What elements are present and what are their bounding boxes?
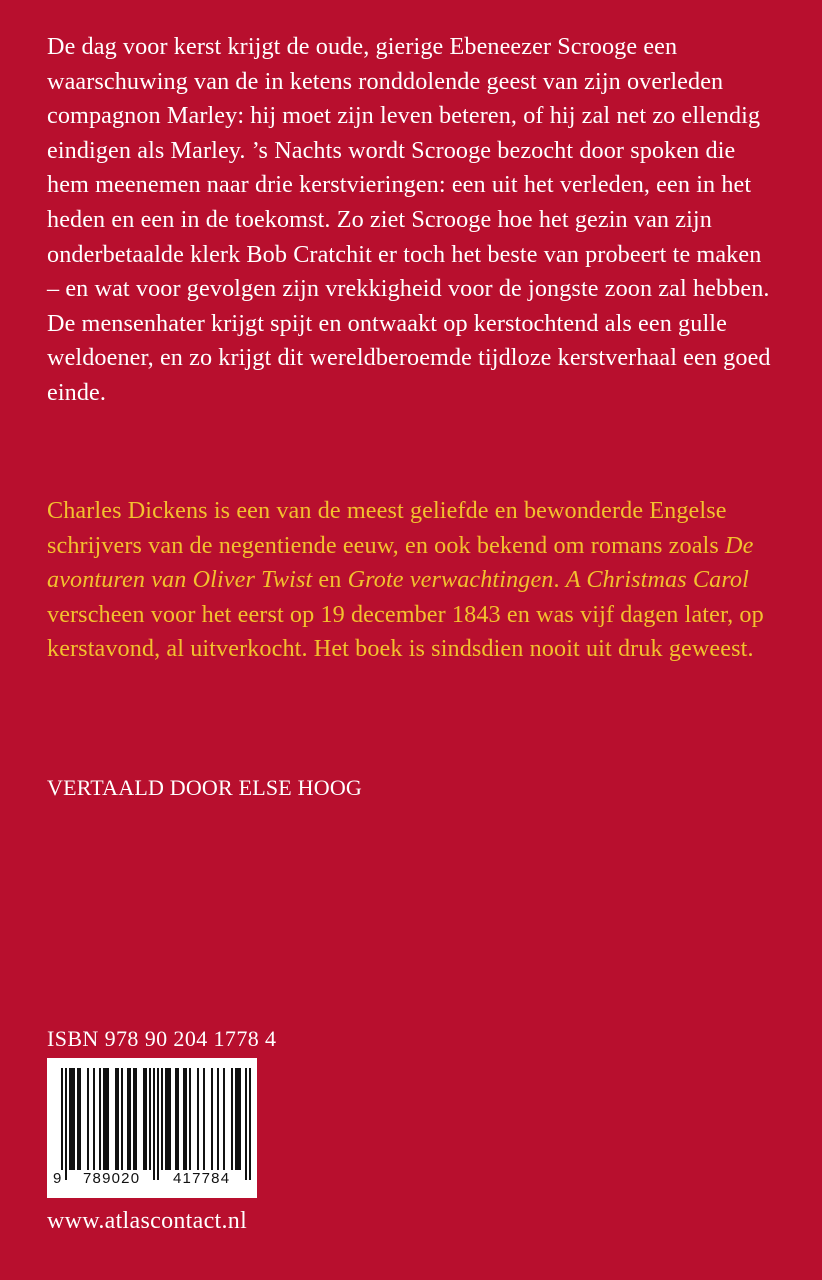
barcode-digits-left: 789020 (83, 1170, 141, 1187)
barcode-bar (133, 1068, 135, 1170)
barcode-bar (165, 1068, 167, 1170)
barcode-bar (177, 1068, 179, 1170)
barcode-bar (245, 1068, 247, 1180)
publisher-website[interactable]: www.atlascontact.nl (47, 1208, 248, 1234)
barcode-bar (153, 1068, 155, 1180)
barcode-bar (143, 1068, 145, 1170)
barcode-bar (129, 1068, 131, 1170)
barcode-bar (223, 1068, 225, 1170)
author-bio-part2: en (312, 566, 348, 594)
barcode-bar (69, 1068, 71, 1170)
barcode-bar (217, 1068, 219, 1170)
isbn: ISBN 978 90 204 1778 4 (47, 1026, 277, 1051)
barcode-bar (61, 1068, 63, 1180)
barcode-bar (161, 1068, 163, 1170)
barcode-bar (235, 1068, 237, 1170)
barcode-bar (203, 1068, 205, 1170)
book-title-oliver-twist: De avonturen van Oliver Twist (47, 531, 754, 594)
barcode-bar (157, 1068, 159, 1180)
barcode-bar (239, 1068, 241, 1170)
barcode-bar (183, 1068, 185, 1170)
barcode-bar (87, 1068, 89, 1170)
barcode-bar (127, 1068, 129, 1170)
barcode-bar (135, 1068, 137, 1170)
barcode-bar (185, 1068, 187, 1170)
barcode-bar (65, 1068, 67, 1180)
barcode-bar (77, 1068, 79, 1170)
barcode (47, 1058, 257, 1198)
barcode-bar (169, 1068, 171, 1170)
barcode-bar (105, 1068, 107, 1170)
synopsis-text: De dag voor kerst krijgt de oude, gierige Ebeneezer Scrooge een waarschuwing van de in ketens ronddolende geest van zijn overleden compagnon Marley: hij moet zijn leven beteren, of hij zal net zo ellendig eindigen als Marley. ’s Nachts wordt Scrooge bezocht door spoken die hem meenemen naar drie kerstvieringen: een uit het verleden, een in het heden en een in de toekomst. Zo ziet Scrooge hoe het gezin van zijn onderbetaalde klerk Bob Cratchit er toch het beste van probeert te maken – en wat voor gevolgen zijn vrekkigheid voor de jongste zoon zal hebben. De mensenhater krijgt spijt en ontwaakt op kerstochtend als een gulle weldoener, en zo krijgt dit wereldberoemde tijdloze kerstverhaal een goed einde. (47, 33, 771, 406)
barcode-bar (103, 1068, 105, 1170)
barcode-bar (73, 1068, 75, 1170)
barcode-bar (93, 1068, 95, 1170)
barcode-bar (117, 1068, 119, 1170)
book-title-grote-verwachtingen: Grote verwachtingen (347, 566, 554, 594)
author-bio (47, 494, 777, 667)
book-title-christmas-carol: A Christmas Carol (565, 566, 749, 594)
barcode-bar (167, 1068, 169, 1170)
barcode-bar (175, 1068, 177, 1170)
synopsis (47, 30, 777, 411)
translator-credit: VERTAALD DOOR ELSE HOOG (47, 775, 362, 800)
barcode-bar (71, 1068, 73, 1170)
barcode-bar (237, 1068, 239, 1170)
barcode-digits-right: 417784 (173, 1170, 231, 1187)
barcode-bar (145, 1068, 147, 1170)
barcode-bar (211, 1068, 213, 1170)
barcode-bar (79, 1068, 81, 1170)
barcode-bar (121, 1068, 123, 1170)
barcode-bar (115, 1068, 117, 1170)
barcode-bar (149, 1068, 151, 1170)
author-bio-part4: verscheen voor het eerst op 19 december 1843 en was vijf dagen later, op kerstavond, al uitverkocht. Het boek is sindsdien nooit uit druk geweest. (47, 600, 764, 663)
barcode-bar (197, 1068, 199, 1170)
barcode-digit-first: 9 (53, 1170, 63, 1187)
barcode-bar (249, 1068, 251, 1180)
barcode-bar (99, 1068, 101, 1170)
barcode-bar (231, 1068, 233, 1170)
barcode-bar (189, 1068, 191, 1170)
author-bio-part1: Charles Dickens is een van de meest geliefde en bewonderde Engelse schrijvers van de negentiende eeuw, en ook bekend om romans zoals (47, 497, 727, 559)
author-bio-text (47, 494, 777, 667)
barcode-bar (107, 1068, 109, 1170)
author-bio-part3: . (553, 566, 566, 594)
